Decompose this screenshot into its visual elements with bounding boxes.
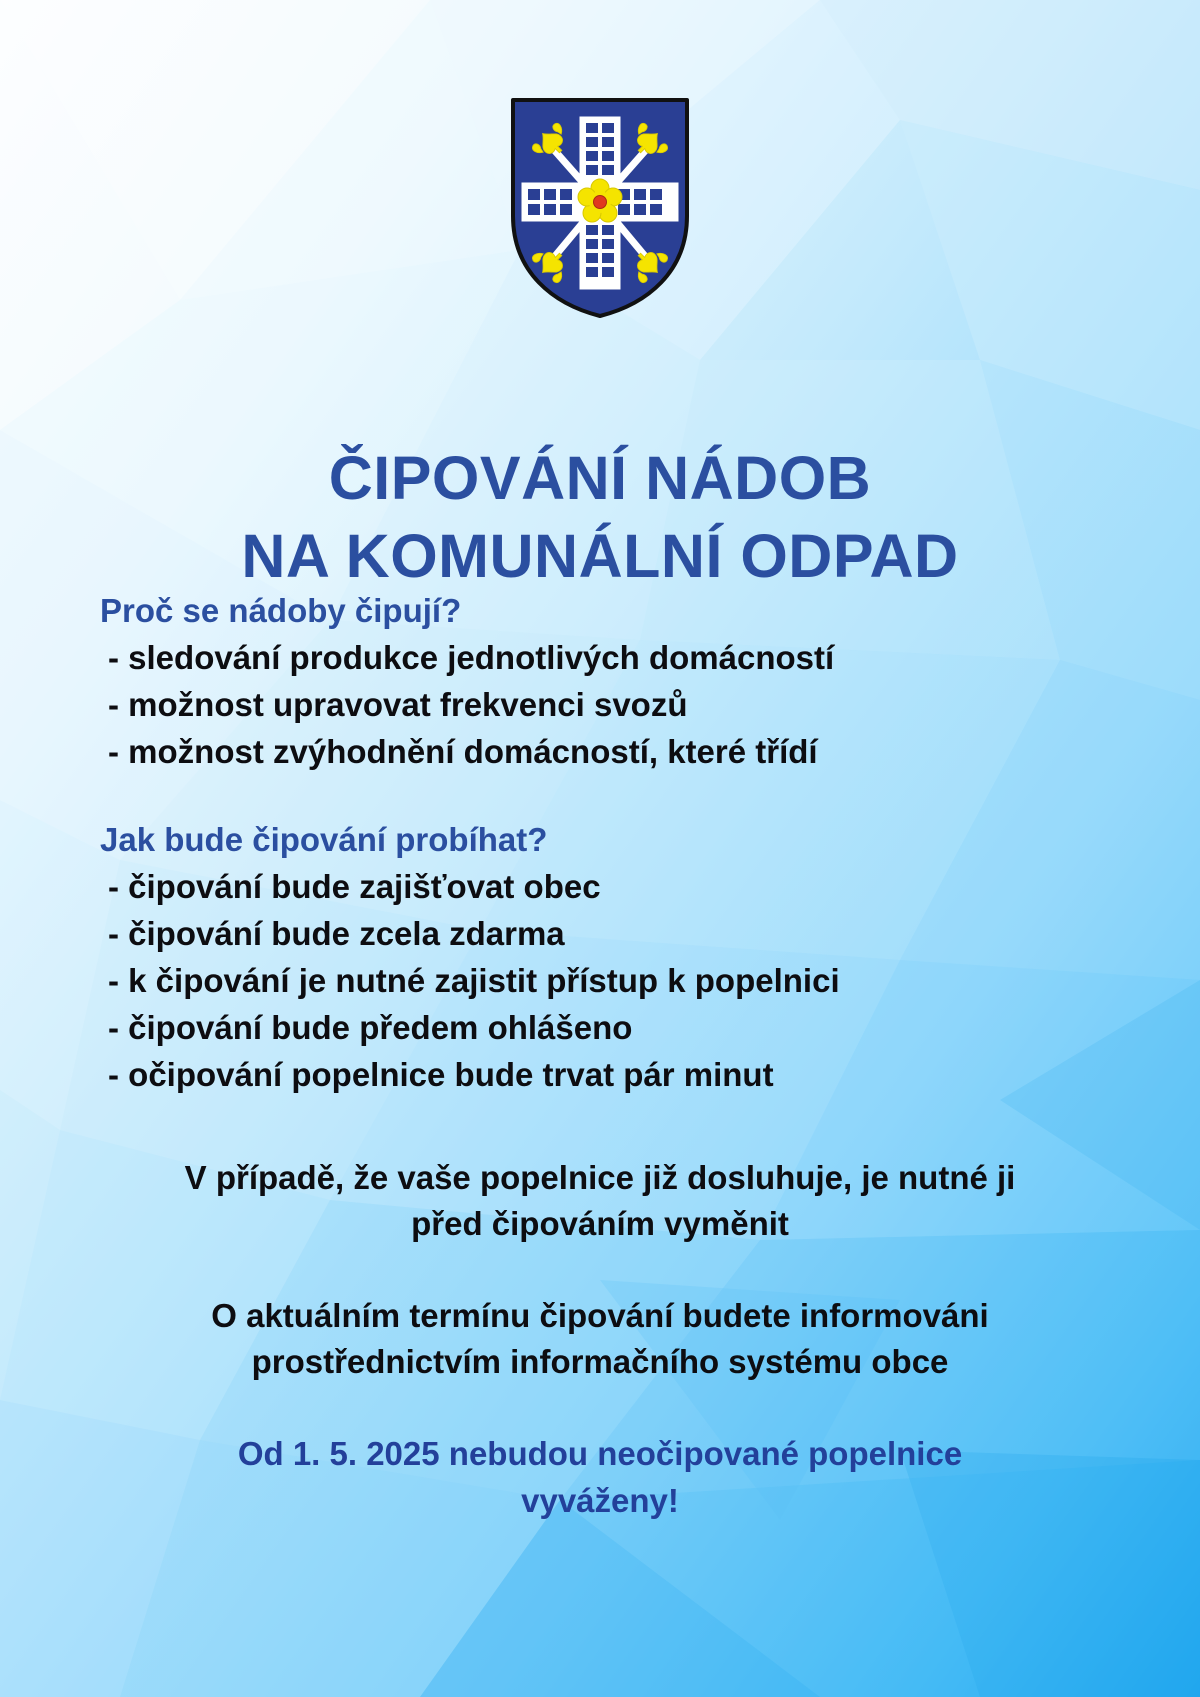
- list-item: - čipování bude zajišťovat obec: [108, 868, 601, 906]
- title-line-2: NA KOMUNÁLNÍ ODPAD: [241, 521, 959, 590]
- list-item: - čipování bude předem ohlášeno: [108, 1008, 633, 1046]
- spacer: [86, 1105, 1114, 1155]
- bullet-list-why: [86, 635, 1114, 776]
- list-item: - možnost upravovat frekvenci svozů: [108, 685, 688, 723]
- spacer: [86, 781, 1114, 817]
- section-heading-why: Proč se nádoby čipují?: [100, 592, 462, 629]
- section-how: [86, 817, 1114, 1098]
- list-item: - čipování bude zcela zdarma: [108, 915, 565, 953]
- deadline-line: vyváženy!: [521, 1481, 679, 1519]
- notice-information-system: [86, 1293, 1114, 1385]
- notice-line: O aktuálním termínu čipování budete informováni: [211, 1296, 989, 1334]
- notice-line: před čipováním vyměnit: [411, 1204, 789, 1242]
- poster-body: [0, 588, 1200, 1524]
- section-heading-how: Jak bude čipování probíhat?: [100, 821, 548, 859]
- list-item: - k čipování je nutné zajistit přístup k popelnici: [108, 962, 840, 1000]
- notice-line: V případě, že vaše popelnice již dosluhuje, je nutné ji: [184, 1158, 1016, 1196]
- list-item: - možnost zvýhodnění domácností, které třídí: [108, 732, 818, 770]
- page-title: [0, 439, 1200, 595]
- deadline-line: Od 1. 5. 2025 nebudou neočipované popelnice: [237, 1435, 963, 1473]
- notice-line: prostřednictvím informačního systému obce: [251, 1343, 949, 1381]
- bullet-list-how: [86, 864, 1114, 1098]
- notice-deadline: [86, 1431, 1114, 1523]
- list-item: - sledování produkce jednotlivých domácností: [108, 638, 835, 676]
- section-why: [86, 588, 1114, 775]
- list-item: - očipování popelnice bude trvat pár minut: [108, 1055, 774, 1093]
- spacer: [86, 1385, 1114, 1431]
- spacer: [86, 1247, 1114, 1293]
- title-line-1: ČIPOVÁNÍ NÁDOB: [328, 443, 872, 512]
- crest-container: [0, 96, 1200, 320]
- coat-of-arms-icon: [507, 96, 693, 320]
- notice-replace-bin: [86, 1155, 1114, 1247]
